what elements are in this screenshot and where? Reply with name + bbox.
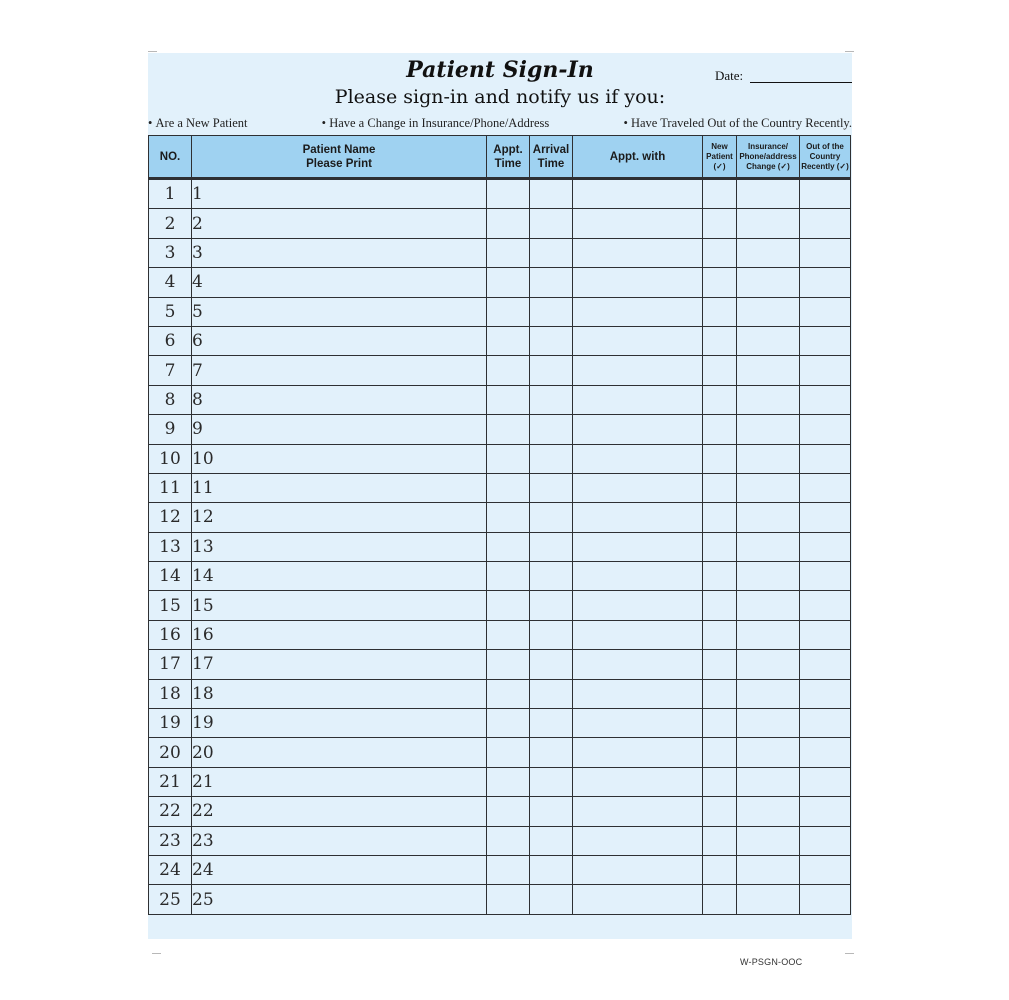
new-patient-check[interactable] — [703, 444, 737, 473]
new-patient-check[interactable] — [703, 679, 737, 708]
row-number: 8 — [149, 385, 192, 414]
arrival-time-field[interactable] — [530, 473, 573, 502]
out-of-country-check[interactable] — [800, 444, 851, 473]
out-of-country-check[interactable] — [800, 385, 851, 414]
patient-name-field[interactable]: 22 — [192, 797, 487, 826]
bullet-traveled: • Have Traveled Out of the Country Recently. — [623, 116, 852, 131]
new-patient-check[interactable] — [703, 297, 737, 326]
out-of-country-check[interactable] — [800, 562, 851, 591]
appt-with-field[interactable] — [573, 385, 703, 414]
appt-time-field[interactable] — [487, 297, 530, 326]
appt-time-field[interactable] — [487, 562, 530, 591]
table-row — [149, 650, 851, 679]
new-patient-check[interactable] — [703, 238, 737, 267]
insurance-change-check[interactable] — [737, 503, 800, 532]
appt-with-field[interactable] — [573, 767, 703, 796]
new-patient-check[interactable] — [703, 650, 737, 679]
out-of-country-check[interactable] — [800, 532, 851, 561]
form-subtitle: Please sign-in and notify us if you: — [334, 86, 666, 108]
arrival-time-field[interactable] — [530, 385, 573, 414]
out-of-country-check[interactable] — [800, 473, 851, 502]
new-patient-check[interactable] — [703, 855, 737, 884]
appt-time-field[interactable] — [487, 415, 530, 444]
appt-with-field[interactable] — [573, 179, 703, 209]
insurance-change-check[interactable] — [737, 326, 800, 355]
appt-with-field[interactable] — [573, 650, 703, 679]
patient-name-field[interactable]: 4 — [192, 268, 487, 297]
appt-time-field[interactable] — [487, 444, 530, 473]
row-number: 5 — [149, 297, 192, 326]
table-row — [149, 385, 851, 414]
appt-with-field[interactable] — [573, 473, 703, 502]
out-of-country-check[interactable] — [800, 179, 851, 209]
new-patient-check[interactable] — [703, 797, 737, 826]
form-title: Patient Sign-In — [406, 57, 594, 83]
table-row — [149, 797, 851, 826]
row-number: 16 — [149, 620, 192, 649]
insurance-change-check[interactable] — [737, 767, 800, 796]
insurance-change-check[interactable] — [737, 209, 800, 238]
patient-name-field[interactable]: 9 — [192, 415, 487, 444]
row-number: 7 — [149, 356, 192, 385]
new-patient-check[interactable] — [703, 767, 737, 796]
bullet-insurance-change: • Have a Change in Insurance/Phone/Address — [322, 116, 550, 131]
col-header-no: NO. — [149, 136, 192, 179]
table-row — [149, 268, 851, 297]
insurance-change-check[interactable] — [737, 297, 800, 326]
appt-time-field[interactable] — [487, 356, 530, 385]
insurance-change-check[interactable] — [737, 268, 800, 297]
appt-time-field[interactable] — [487, 503, 530, 532]
row-number: 19 — [149, 709, 192, 738]
table-row — [149, 179, 851, 209]
insurance-change-check[interactable] — [737, 356, 800, 385]
appt-time-field[interactable] — [487, 855, 530, 884]
insurance-change-check[interactable] — [737, 620, 800, 649]
appt-with-field[interactable] — [573, 562, 703, 591]
patient-name-field[interactable]: 2 — [192, 209, 487, 238]
insurance-change-check[interactable] — [737, 562, 800, 591]
table-row — [149, 473, 851, 502]
appt-with-field[interactable] — [573, 591, 703, 620]
arrival-time-field[interactable] — [530, 826, 573, 855]
appt-with-field[interactable] — [573, 444, 703, 473]
patient-name-field[interactable]: 12 — [192, 503, 487, 532]
insurance-change-check[interactable] — [737, 385, 800, 414]
new-patient-check[interactable] — [703, 473, 737, 502]
appt-time-field[interactable] — [487, 238, 530, 267]
appt-time-field[interactable] — [487, 532, 530, 561]
patient-name-field[interactable]: 1 — [192, 179, 487, 209]
insurance-change-check[interactable] — [737, 885, 800, 914]
sign-in-form — [148, 53, 852, 939]
insurance-change-check[interactable] — [737, 826, 800, 855]
appt-with-field[interactable] — [573, 209, 703, 238]
patient-name-field[interactable]: 17 — [192, 650, 487, 679]
row-number: 4 — [149, 268, 192, 297]
new-patient-check[interactable] — [703, 415, 737, 444]
new-patient-check[interactable] — [703, 503, 737, 532]
row-number: 20 — [149, 738, 192, 767]
row-number: 13 — [149, 532, 192, 561]
insurance-change-check[interactable] — [737, 709, 800, 738]
out-of-country-check[interactable] — [800, 679, 851, 708]
col-header-arrival-time: Arrival Time — [530, 136, 573, 179]
notify-bullet-list — [148, 116, 852, 131]
patient-name-field[interactable]: 16 — [192, 620, 487, 649]
insurance-change-check[interactable] — [737, 532, 800, 561]
patient-name-field[interactable]: 24 — [192, 855, 487, 884]
date-label: Date: — [715, 68, 744, 83]
appt-with-field[interactable] — [573, 356, 703, 385]
insurance-change-check[interactable] — [737, 679, 800, 708]
out-of-country-check[interactable] — [800, 885, 851, 914]
arrival-time-field[interactable] — [530, 503, 573, 532]
insurance-change-check[interactable] — [737, 473, 800, 502]
appt-time-field[interactable] — [487, 591, 530, 620]
new-patient-check[interactable] — [703, 738, 737, 767]
sign-in-table — [148, 135, 851, 915]
row-number: 17 — [149, 650, 192, 679]
appt-with-field[interactable] — [573, 268, 703, 297]
out-of-country-check[interactable] — [800, 709, 851, 738]
patient-name-field[interactable]: 25 — [192, 885, 487, 914]
out-of-country-check[interactable] — [800, 238, 851, 267]
table-row — [149, 767, 851, 796]
table-header-row — [149, 136, 851, 179]
patient-name-field[interactable]: 13 — [192, 532, 487, 561]
arrival-time-field[interactable] — [530, 620, 573, 649]
row-number: 22 — [149, 797, 192, 826]
arrival-time-field[interactable] — [530, 767, 573, 796]
out-of-country-check[interactable] — [800, 356, 851, 385]
patient-name-field[interactable]: 3 — [192, 238, 487, 267]
arrival-time-field[interactable] — [530, 679, 573, 708]
col-header-appt-time: Appt. Time — [487, 136, 530, 179]
arrival-time-field[interactable] — [530, 268, 573, 297]
table-row — [149, 885, 851, 914]
col-header-insurance-change: Insurance/ Phone/address Change (✓) — [737, 136, 800, 179]
insurance-change-check[interactable] — [737, 650, 800, 679]
crop-mark — [148, 51, 157, 52]
appt-with-field[interactable] — [573, 297, 703, 326]
arrival-time-field[interactable] — [530, 591, 573, 620]
crop-mark — [845, 51, 854, 52]
out-of-country-check[interactable] — [800, 326, 851, 355]
insurance-change-check[interactable] — [737, 179, 800, 209]
table-row — [149, 709, 851, 738]
row-number: 24 — [149, 855, 192, 884]
patient-name-field[interactable]: 18 — [192, 679, 487, 708]
out-of-country-check[interactable] — [800, 767, 851, 796]
new-patient-check[interactable] — [703, 209, 737, 238]
appt-with-field[interactable] — [573, 855, 703, 884]
appt-with-field[interactable] — [573, 797, 703, 826]
out-of-country-check[interactable] — [800, 855, 851, 884]
patient-name-field[interactable]: 10 — [192, 444, 487, 473]
appt-time-field[interactable] — [487, 268, 530, 297]
appt-time-field[interactable] — [487, 473, 530, 502]
table-row — [149, 620, 851, 649]
patient-name-field[interactable]: 21 — [192, 767, 487, 796]
appt-with-field[interactable] — [573, 620, 703, 649]
appt-time-field[interactable] — [487, 385, 530, 414]
table-row — [149, 591, 851, 620]
arrival-time-field[interactable] — [530, 415, 573, 444]
insurance-change-check[interactable] — [737, 855, 800, 884]
new-patient-check[interactable] — [703, 562, 737, 591]
row-number: 21 — [149, 767, 192, 796]
row-number: 14 — [149, 562, 192, 591]
patient-name-field[interactable]: 15 — [192, 591, 487, 620]
appt-with-field[interactable] — [573, 326, 703, 355]
out-of-country-check[interactable] — [800, 620, 851, 649]
appt-with-field[interactable] — [573, 532, 703, 561]
arrival-time-field[interactable] — [530, 738, 573, 767]
patient-name-field[interactable]: 8 — [192, 385, 487, 414]
appt-with-field[interactable] — [573, 885, 703, 914]
out-of-country-check[interactable] — [800, 415, 851, 444]
row-number: 15 — [149, 591, 192, 620]
insurance-change-check[interactable] — [737, 591, 800, 620]
row-number: 25 — [149, 885, 192, 914]
row-number: 3 — [149, 238, 192, 267]
arrival-time-field[interactable] — [530, 356, 573, 385]
table-row — [149, 356, 851, 385]
patient-name-field[interactable]: 7 — [192, 356, 487, 385]
appt-with-field[interactable] — [573, 709, 703, 738]
arrival-time-field[interactable] — [530, 855, 573, 884]
table-row — [149, 503, 851, 532]
out-of-country-check[interactable] — [800, 297, 851, 326]
appt-with-field[interactable] — [573, 415, 703, 444]
out-of-country-check[interactable] — [800, 650, 851, 679]
appt-time-field[interactable] — [487, 738, 530, 767]
table-row — [149, 532, 851, 561]
patient-name-field[interactable]: 6 — [192, 326, 487, 355]
row-number: 18 — [149, 679, 192, 708]
appt-with-field[interactable] — [573, 503, 703, 532]
appt-time-field[interactable] — [487, 620, 530, 649]
appt-time-field[interactable] — [487, 797, 530, 826]
col-header-out-of-country: Out of the Country Recently (✓) — [800, 136, 851, 179]
arrival-time-field[interactable] — [530, 562, 573, 591]
appt-time-field[interactable] — [487, 709, 530, 738]
patient-name-field[interactable]: 14 — [192, 562, 487, 591]
crop-mark — [845, 953, 854, 954]
arrival-time-field[interactable] — [530, 297, 573, 326]
appt-time-field[interactable] — [487, 179, 530, 209]
table-row — [149, 738, 851, 767]
new-patient-check[interactable] — [703, 532, 737, 561]
arrival-time-field[interactable] — [530, 326, 573, 355]
date-field[interactable] — [750, 82, 852, 83]
arrival-time-field[interactable] — [530, 238, 573, 267]
arrival-time-field[interactable] — [530, 444, 573, 473]
new-patient-check[interactable] — [703, 268, 737, 297]
arrival-time-field[interactable] — [530, 709, 573, 738]
table-row — [149, 326, 851, 355]
row-number: 12 — [149, 503, 192, 532]
row-number: 11 — [149, 473, 192, 502]
insurance-change-check[interactable] — [737, 738, 800, 767]
out-of-country-check[interactable] — [800, 738, 851, 767]
col-header-new-patient: New Patient (✓) — [703, 136, 737, 179]
new-patient-check[interactable] — [703, 326, 737, 355]
new-patient-check[interactable] — [703, 620, 737, 649]
patient-name-field[interactable]: 11 — [192, 473, 487, 502]
form-code: W-PSGN-OOC — [740, 957, 803, 967]
appt-time-field[interactable] — [487, 650, 530, 679]
table-row — [149, 826, 851, 855]
out-of-country-check[interactable] — [800, 591, 851, 620]
appt-time-field[interactable] — [487, 826, 530, 855]
arrival-time-field[interactable] — [530, 650, 573, 679]
new-patient-check[interactable] — [703, 709, 737, 738]
col-header-appt-with: Appt. with — [573, 136, 703, 179]
appt-time-field[interactable] — [487, 767, 530, 796]
appt-with-field[interactable] — [573, 238, 703, 267]
arrival-time-field[interactable] — [530, 179, 573, 209]
out-of-country-check[interactable] — [800, 268, 851, 297]
bullet-new-patient: • Are a New Patient — [148, 116, 248, 131]
table-row — [149, 855, 851, 884]
new-patient-check[interactable] — [703, 356, 737, 385]
appt-with-field[interactable] — [573, 826, 703, 855]
row-number: 6 — [149, 326, 192, 355]
arrival-time-field[interactable] — [530, 209, 573, 238]
appt-time-field[interactable] — [487, 326, 530, 355]
insurance-change-check[interactable] — [737, 797, 800, 826]
insurance-change-check[interactable] — [737, 238, 800, 267]
out-of-country-check[interactable] — [800, 826, 851, 855]
new-patient-check[interactable] — [703, 179, 737, 209]
col-header-patient-name: Patient Name Please Print — [192, 136, 487, 179]
appt-time-field[interactable] — [487, 209, 530, 238]
row-number: 1 — [149, 179, 192, 209]
table-row — [149, 562, 851, 591]
table-row — [149, 415, 851, 444]
patient-name-field[interactable]: 20 — [192, 738, 487, 767]
table-row — [149, 679, 851, 708]
patient-name-field[interactable]: 19 — [192, 709, 487, 738]
table-row — [149, 238, 851, 267]
row-number: 9 — [149, 415, 192, 444]
arrival-time-field[interactable] — [530, 797, 573, 826]
patient-name-field[interactable]: 23 — [192, 826, 487, 855]
crop-mark — [152, 953, 161, 954]
out-of-country-check[interactable] — [800, 797, 851, 826]
row-number: 10 — [149, 444, 192, 473]
new-patient-check[interactable] — [703, 885, 737, 914]
row-number: 2 — [149, 209, 192, 238]
table-row — [149, 297, 851, 326]
new-patient-check[interactable] — [703, 591, 737, 620]
appt-time-field[interactable] — [487, 885, 530, 914]
appt-with-field[interactable] — [573, 679, 703, 708]
table-row — [149, 209, 851, 238]
patient-name-field[interactable]: 5 — [192, 297, 487, 326]
out-of-country-check[interactable] — [800, 503, 851, 532]
appt-with-field[interactable] — [573, 738, 703, 767]
row-number: 23 — [149, 826, 192, 855]
insurance-change-check[interactable] — [737, 415, 800, 444]
arrival-time-field[interactable] — [530, 532, 573, 561]
arrival-time-field[interactable] — [530, 885, 573, 914]
appt-time-field[interactable] — [487, 679, 530, 708]
insurance-change-check[interactable] — [737, 444, 800, 473]
out-of-country-check[interactable] — [800, 209, 851, 238]
new-patient-check[interactable] — [703, 385, 737, 414]
table-row — [149, 444, 851, 473]
new-patient-check[interactable] — [703, 826, 737, 855]
